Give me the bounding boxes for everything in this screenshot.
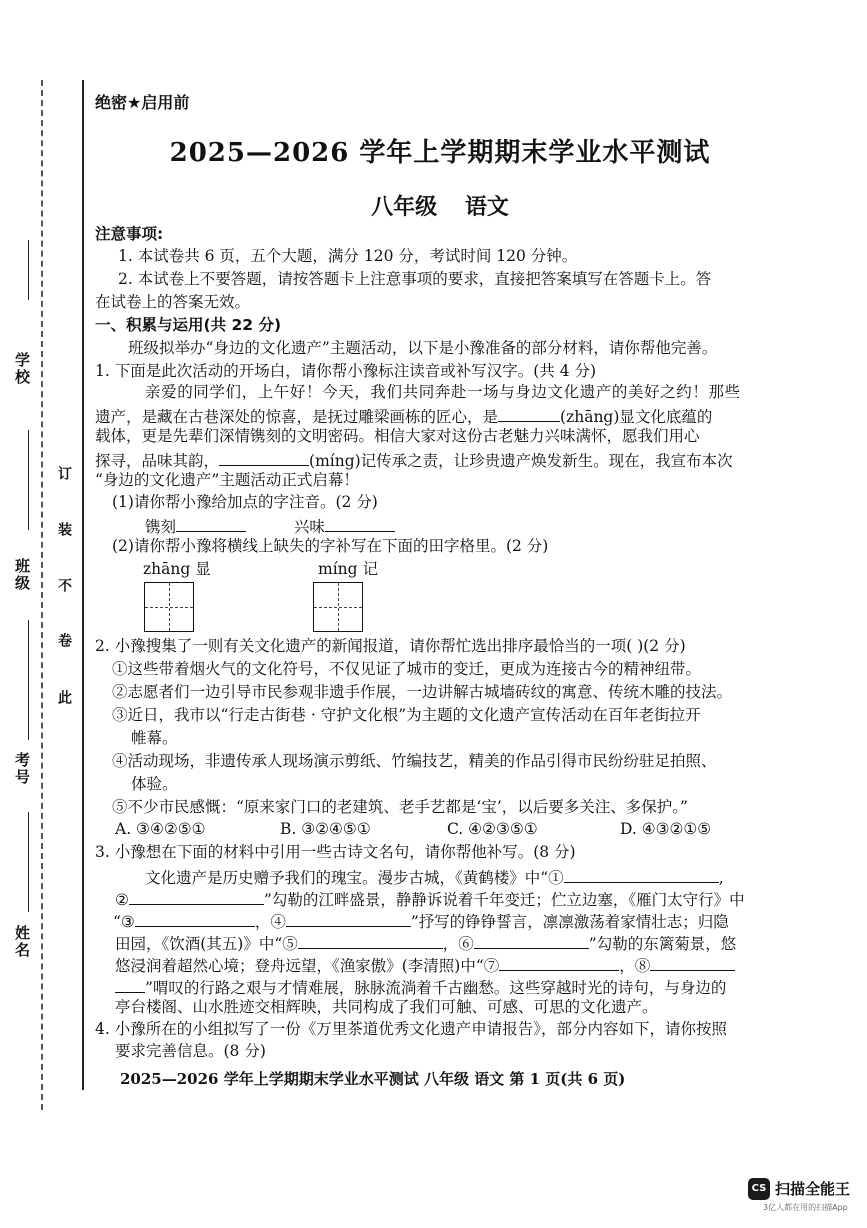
q3-line-2 (115, 890, 795, 909)
xingwei-blank (325, 517, 395, 532)
scanner-logo-icon: CS (748, 1178, 770, 1200)
exam-subtitle: 八年级 语文 (371, 194, 509, 220)
q3-line-6 (115, 978, 795, 997)
q2-option-b: B. ③②④⑤① (280, 820, 371, 838)
q1-sub-2: (2)请你帮小豫将横线上缺失的字补写在下面的田字格里。(2 分) (112, 537, 549, 555)
exam-title: 2025—2026 学年上学期期末学业水平测试 (169, 138, 711, 168)
poem-blank-2 (129, 890, 264, 905)
notes-item-2a: 2. 本试卷上不要答题，请按答题卡上注意事项的要求，直接把答案填写在答题卡上。答 (118, 270, 712, 288)
school-blank (28, 240, 29, 300)
q2-option-c: C. ④②③⑤① (447, 820, 538, 838)
juanke-blank (176, 517, 246, 532)
poem-blank-4 (286, 912, 411, 927)
name-blank (28, 812, 29, 912)
notes-item-2b: 在试卷上的答案无效。 (95, 293, 251, 311)
q3-line-4 (115, 934, 795, 953)
q1-passage-line-3: 载体，更是先辈们深情镌刻的文明密码。相信大家对这份古老魅力兴味满怀，愿我们用心 (95, 427, 700, 445)
q1-stem: 1. 下面是此次活动的开场白，请你帮小豫标注读音或补写汉字。(共 4 分) (95, 362, 597, 380)
section-heading: 一、积累与运用(共 22 分) (95, 316, 282, 334)
q3-line-5 (115, 956, 795, 975)
poem-blank-6 (474, 934, 589, 949)
poem-blank-3 (135, 912, 255, 927)
seal-char-1: 此 (56, 690, 72, 704)
poem-blank-8b (115, 978, 145, 993)
school-label: 学校 (13, 352, 31, 386)
name-label: 姓名 (13, 925, 31, 959)
grid-box-ming[interactable] (313, 582, 363, 632)
poem-blank-1 (564, 868, 719, 883)
q3-line5-text: 悠浸润着超然心境；登舟远望，《渔家傲》(李清照)中“⑦ (115, 957, 500, 975)
q1-line2-text-a: 遗产，是藏在古巷深处的惊喜，是抚过雕梁画栋的匠心，是 (95, 408, 499, 426)
q2-option-d: D. ④③②①⑤ (620, 820, 712, 838)
notes-item-1: 1. 本试卷共 6 页，五个大题，满分 120 分，考试时间 120 分钟。 (118, 247, 578, 265)
q4-stem-2: 要求完善信息。(8 分) (115, 1042, 266, 1060)
q2-sentence-3b: 帷幕。 (131, 729, 178, 747)
word-juanke: 镌刻 (145, 518, 177, 536)
q1-passage-line-4 (95, 451, 775, 470)
poem-blank-7 (499, 956, 619, 971)
class-label: 班级 (13, 558, 31, 592)
q1-line2-text-b: (zhāng)显文化底蕴的 (560, 408, 713, 426)
pinyin-zhang-label: zhāng 显 (143, 560, 211, 578)
zhang-blank (498, 407, 560, 422)
page-footer: 2025—2026 学年上学期期末学业水平测试 八年级 语文 第 1 页(共 6 页) (120, 1070, 626, 1088)
seal-char-5: 订 (56, 466, 72, 480)
q3-line3-num4: ，④ (254, 913, 286, 931)
q3-line3-num3: “③ (113, 913, 135, 931)
class-blank (28, 430, 29, 530)
q3-line4-num6: ，⑥ (442, 935, 474, 953)
q3-stem: 3. 小豫想在下面的材料中引用一些古诗文名句，请你帮他补写。(8 分) (95, 843, 576, 861)
poem-blank-8a (650, 956, 735, 971)
seal-char-3: 不 (56, 578, 72, 592)
seal-char-4: 装 (56, 522, 72, 536)
q1-passage-line-1: 亲爱的同学们，上午好！今天，我们共同奔赴一场与身边文化遗产的美好之约！那些 (145, 383, 741, 401)
q3-line4-text: 田园，《饮酒(其五)》中“⑤ (115, 935, 298, 953)
exam-no-blank (28, 620, 29, 740)
q1-line4-text-b: (míng)记传承之责，让珍贵遗产焕发新生。现在，我宣布本次 (309, 452, 733, 470)
q1-words (145, 517, 825, 536)
q3-line-7: 亭台楼阁、山水胜迹交相辉映，共同构成了我们可触、可感、可思的文化遗产。 (115, 998, 658, 1016)
section-intro: 班级拟举办“身边的文化遗产”主题活动，以下是小豫准备的部分材料，请你帮他完善。 (128, 339, 718, 357)
word-xingwei: 兴味 (293, 518, 325, 536)
ming-blank (219, 451, 309, 466)
q1-passage-line-5: “身边的文化遗产”主题活动正式启幕！ (95, 471, 359, 489)
q2-sentence-1: ①这些带着烟火气的文化符号，不仅见证了城市的变迁，更成为连接古今的精神纽带。 (112, 660, 702, 678)
q1-passage-line-2 (95, 407, 775, 426)
q2-option-a: A. ③④②⑤① (115, 820, 206, 838)
poem-blank-5 (298, 934, 443, 949)
q3-line5-num8: ，⑧ (619, 957, 651, 975)
q3-line4-tail: ”勾勒的东篱菊景，悠 (588, 935, 737, 953)
confidential-mark: 绝密★启用前 (95, 93, 190, 112)
q3-line2-text: ”勾勒的江畔盛景，静静诉说着千年变迁；伫立边塞，《雁门太守行》中 (263, 891, 745, 909)
q3-line-3 (113, 912, 793, 931)
q3-line6-text: ”喟叹的行路之艰与才情难展，脉脉流淌着千古幽愁。这些穿越时光的诗句，与身边的 (145, 979, 727, 997)
q2-sentence-3a: ③近日，我市以“行走古街巷 · 守护文化根”为主题的文化遗产宣传活动在百年老街拉开 (112, 706, 701, 724)
q2-sentence-5: ⑤不少市民感慨：“原来家门口的老建筑、老手艺都是‘宝’，以后要多关注、多保护。” (112, 798, 688, 816)
pinyin-ming-label: míng 记 (318, 560, 378, 578)
q3-line2-num: ② (115, 891, 129, 909)
scanner-tagline: 3亿人都在用的扫描App (763, 1203, 848, 1212)
q2-sentence-2: ②志愿者们一边引导市民参观非遗手作展，一边讲解古城墙砖纹的寓意、传统木雕的技法。 (112, 683, 733, 701)
grid-box-zhang[interactable] (144, 582, 194, 632)
q2-stem: 2. 小豫搜集了一则有关文化遗产的新闻报道，请你帮忙选出排序最恰当的一项( )(2 分) (95, 637, 686, 655)
seal-char-2: 卷 (56, 633, 72, 647)
q3-line3-text: ”抒写的铮铮誓言，凛凛激荡着家情壮志；归隐 (410, 913, 729, 931)
q4-stem-1: 4. 小豫所在的小组拟写了一份《万里茶道优秀文化遗产申请报告》，部分内容如下，请你按照 (95, 1020, 727, 1038)
q1-sub-1: (1)请你帮小豫给加点的字注音。(2 分) (112, 493, 378, 511)
q2-sentence-4a: ④活动现场，非遗传承人现场演示剪纸、竹编技艺，精美的作品引得市民纷纷驻足拍照、 (112, 752, 717, 770)
notes-heading: 注意事项: (95, 225, 164, 243)
margin-rule (82, 80, 84, 1090)
q2-sentence-4b: 体验。 (131, 775, 178, 793)
scanner-app-name: 扫描全能王 (775, 1180, 851, 1198)
q3-line1-text: 文化遗产是历史赠予我们的瑰宝。漫步古城，《黄鹤楼》中“① (145, 869, 564, 887)
q3-line-1: 文化遗产是历史赠予我们的瑰宝。漫步古城，《黄鹤楼》中“① , (145, 869, 724, 887)
binding-dash-line (41, 80, 43, 1110)
exam-no-label: 考号 (13, 752, 31, 786)
q1-line4-text-a: 探寻，品味其韵， (95, 452, 220, 470)
